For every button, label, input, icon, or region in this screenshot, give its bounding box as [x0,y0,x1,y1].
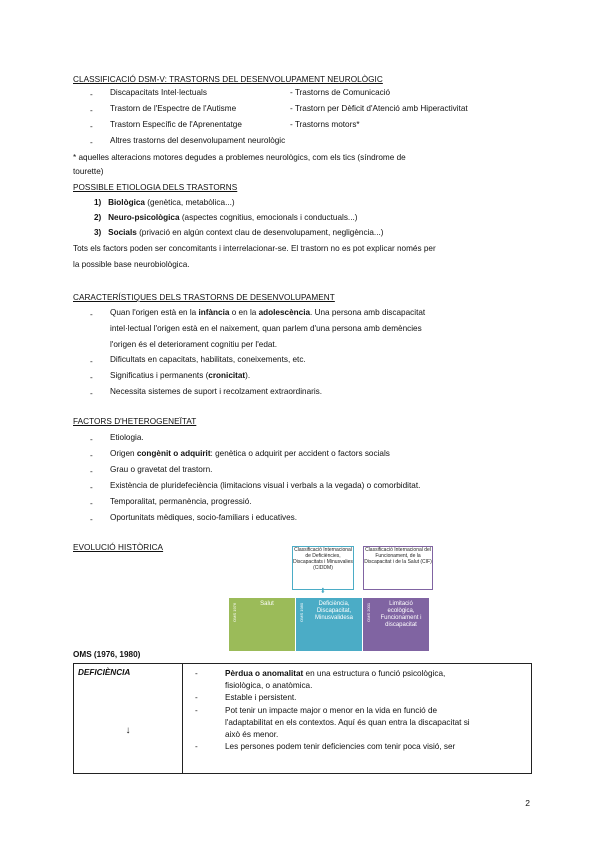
segment-limitacio [363,598,429,651]
bullet-dash: - [90,499,93,508]
term-label: DEFICIÈNCIA [78,668,131,677]
bullet-dash: - [90,90,93,99]
list-item: Trastorn de l'Espectre de l'Autisme [110,104,237,113]
bullet-dash: - [90,106,93,115]
text-run: . Una persona amb discapacitat [310,308,426,317]
list-item: Altres trastorns del desenvolupament neurològic [110,136,286,145]
bullet-dash: - [90,122,93,131]
list-item: Temporalitat, permanència, progressió. [110,497,252,506]
ciddm-box: Classificació Internacional de Deficiències, Discapacitats i Minusvalies (CIDDM) [292,546,354,590]
list-item [110,370,250,381]
segment-text: Salut [260,601,274,607]
list-item [110,307,425,318]
definition-item [195,668,525,692]
item-number: 3) [94,228,102,237]
cif-box: Classificació Internacional del Funcionament, de la Discapacitat i de la Salut (CIF) [363,546,433,590]
list-item: Trastorn Específic de l'Aprenentatge [110,120,242,129]
footnote-line: * aquelles alteracions motores degudes a problemes neurològics, com els tics (síndrome de [73,153,406,162]
item-desc: (aspectes cognitius, emocionals i conductuals...) [179,213,358,222]
definition-item [195,705,525,742]
bold-term: congènit o adquirit [136,449,211,458]
table-row [74,664,532,774]
segment-text: Limitació ecològica, Funcionament i discapacitat [380,601,422,628]
bullet-dash: - [90,373,93,382]
text-run: : genètica o adquirit per accident o factors socials [210,449,390,458]
evolucio-heading: EVOLUCIÓ HISTÒRICA [73,543,164,552]
bullet-dash: - [195,693,198,703]
bullet-dash: - [195,669,198,678]
dsm-heading: CLASSIFICACIÓ DSM-V: TRASTORNS DEL DESENVOLUPAMENT NEUROLÒGIC [73,75,383,84]
text-run: en una estructura o funció psicològica, [303,669,446,678]
item-term: Neuro-psicològica [108,213,180,222]
bold-term: Pèrdua o anomalitat [225,669,304,678]
definition-cell [183,664,532,774]
segment-side-label: OMS 1976 [232,602,237,622]
text-run: ). [245,371,251,380]
list-item: Dificultats en capacitats, habilitats, coneixements, etc. [110,355,306,364]
text-run: Les persones podem tenir deficiencies com tenir poca visió, ser [225,742,456,752]
bullet-dash: - [90,515,93,524]
item-number: 2) [94,213,102,222]
down-arrow-icon: ↓ [125,725,131,736]
segment-side-label: OMS 2001 [366,602,371,622]
etiologia-item [94,212,358,223]
list-item: - Trastorn per Dèficit d'Atenció amb Hiperactivitat [290,104,468,113]
bullet-dash: - [90,451,93,460]
item-desc: (genètica, metabòlica...) [144,198,235,207]
paragraph-line: la possible base neurobiològica. [73,260,190,269]
etiologia-heading: POSSIBLE ETIOLOGIA DELS TRASTORNS [73,183,238,192]
bullet-dash: - [195,742,198,752]
segment-deficiencia [296,598,362,651]
heterogeneitat-heading: FACTORS D'HETEROGENEÏTAT [73,417,197,426]
bullet-dash: - [90,357,93,366]
text-run: Quan l'origen està en la [110,308,199,317]
bullet-dash: - [90,389,93,398]
caracteristiques-heading: CARACTERÍSTIQUES DELS TRASTORNS DE DESENVOLUPAMENT [73,293,335,302]
list-item: Etiologia. [110,433,144,442]
segment-salut [229,598,295,651]
item-term: Biològica [108,198,145,207]
bold-term: adolescència [258,308,311,317]
oms-table [73,663,532,774]
list-item: Necessita sistemes de suport i recolzament extraordinaris. [110,387,323,396]
down-arrow-icon: ⬇ [320,588,326,595]
list-item [110,448,390,459]
oms-heading: OMS (1976, 1980) [73,650,141,659]
bullet-dash: - [90,467,93,476]
text-run: això és menor. [225,730,279,740]
text-run: Pot tenir un impacte major o menor en la vida en funció de [225,705,438,715]
item-number: 1) [94,198,102,207]
etiologia-item [94,227,384,238]
text-run: Origen [110,449,137,458]
etiologia-item [94,197,235,208]
list-item: Grau o gravetat del trastorn. [110,465,213,474]
bullet-dash: - [90,435,93,444]
text-run: fisiològica, o anatòmica. [225,681,313,691]
footnote-line: tourette) [73,167,104,176]
list-item: Existència de pluridefeciència (limitacions visual i verbals a la vegada) o comorbiditat. [110,481,421,490]
text-run: l'adaptabilitat en els contextos. Aquí és quan entra la discapacitat si [225,717,470,727]
list-item-continuation: intel·lectual l'origen està en el naixement, quan parlem d'una persona amb demències [110,324,422,333]
bold-term: infància [198,308,230,317]
definition-item [195,692,525,704]
term-cell [74,664,183,774]
bold-term: cronicitat [208,371,246,380]
list-item: - Trastorns motors* [290,120,360,129]
bullet-dash: - [90,310,93,319]
list-item: Oportunitats mèdiques, socio-familiars i educatives. [110,513,298,522]
item-term: Socials [108,228,137,237]
bullet-dash: - [195,705,198,715]
list-item: - Trastorns de Comunicació [290,88,391,97]
text-run: o en la [229,308,259,317]
item-desc: (privació en algún context clau de desenvolupament, negligència...) [136,228,384,237]
segment-side-label: OMS 1980 [299,602,304,622]
list-item: Discapacitats Intel·lectuals [110,88,207,97]
text-run: Estable i persistent. [225,693,297,703]
bullet-dash: - [90,483,93,492]
definition-item [195,741,525,753]
paragraph-line: Tots els factors poden ser concomitants i interrelacionar-se. El trastorn no es pot explicar només per [73,244,436,253]
bullet-dash: - [90,138,93,147]
page-number: 2 [525,798,530,808]
text-run: Significatius i permanents ( [110,371,209,380]
list-item-continuation: l'origen és el deteriorament cognitiu per l'edat. [110,340,277,349]
segment-text: Deficiència, Discapacitat, Minusvalidesa [314,601,354,621]
